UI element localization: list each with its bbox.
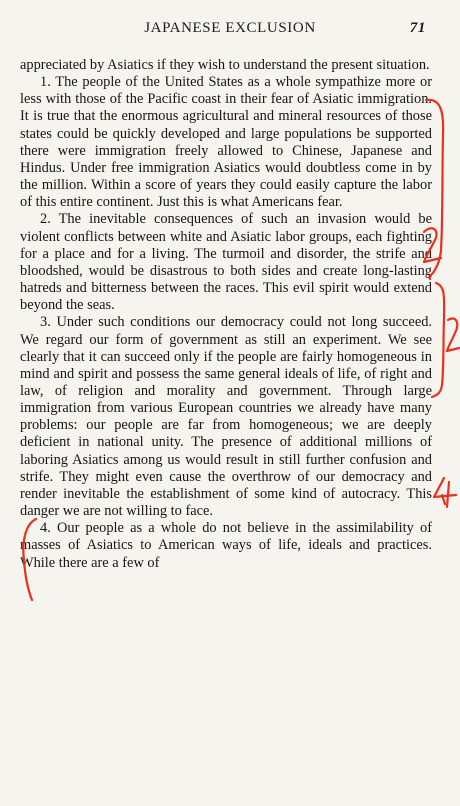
paragraph-point-1: 1. The people of the United States as a whole sympathize more or less with those of the Pacific coast in their fear of Asiatic immigration. It is true that the enormous agricultural and mineral resources of those states could be quickly developed and large populations be supported there were immigration freely allowed to Chinese, Japanese and Hindus. Under free immigration Asiatics would doubtless come in by the million. Within a score of years they could easily capture the labor of this entire continent. Just this is what Americans fear.: [20, 74, 432, 211]
paragraph-point-2: 2. The inevitable consequences of such an invasion would be violent conflicts between white and Asiatic labor groups, each fighting for a place and for a living. The turmoil and disorder, the strife and bloodshed, would be disastrous to both sides and create long-lasting hatreds and bitterness between the races. This evil spirit would extend beyond the seas.: [20, 211, 432, 314]
bracket-point-2: [432, 283, 444, 397]
numeral-2-lower: [447, 318, 459, 351]
paragraph-continuation: appreciated by Asiatics if they wish to understand the present situation.: [20, 57, 430, 73]
body-text: [20, 57, 432, 572]
numeral-4: [434, 478, 456, 507]
running-head-title: JAPANESE EXCLUSION: [144, 20, 316, 36]
paragraph-point-4: 4. Our people as a whole do not believe in the assimilability of masses of Asiatics to American ways of life, ideals and practices. While there are a few of: [20, 520, 432, 571]
paragraph-point-3: 3. Under such conditions our democracy could not long succeed. We regard our form of government as still an experiment. We see clearly that it can succeed only if the people are fairly homogeneous in mind and spirit and possess the same general ideals of life, of right and law, of religion and morality and government. Through large immigration from various European countries we already have many problems: our people are far from homogeneous; we are deeply deficient in national unity. The presence of additional millions of laboring Asiatics among us would result in still further confusion and strife. They might even cause the overthrow of our democracy and render inevitable the establishment of some kind of autocracy. This danger we are not willing to face.: [20, 314, 432, 520]
running-head: [0, 20, 460, 42]
page-number: 71: [409, 20, 426, 36]
